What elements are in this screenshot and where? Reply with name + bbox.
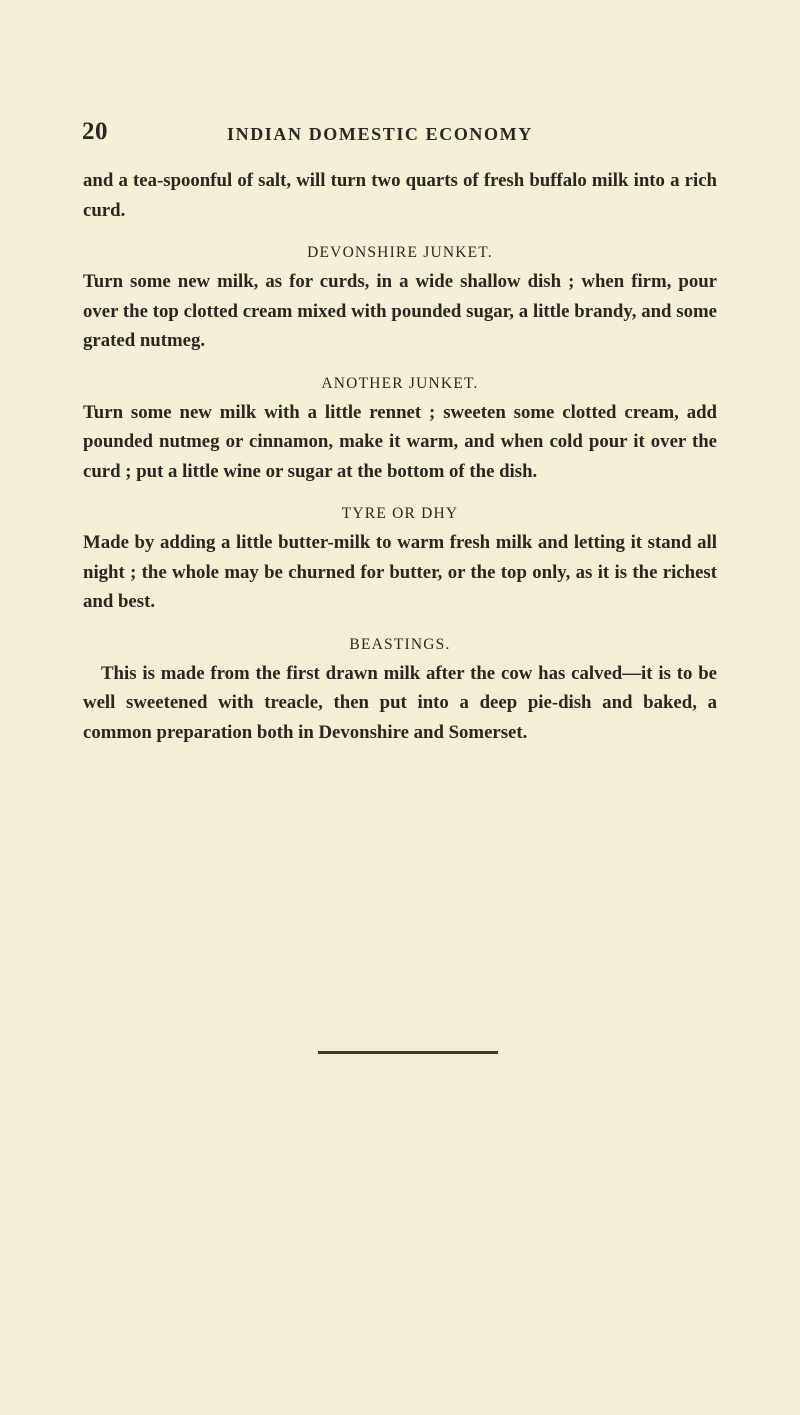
page-content [83,166,717,747]
running-head: INDIAN DOMESTIC ECONOMY [227,124,533,144]
heading-another-junket: ANOTHER JUNKET. [321,374,479,392]
paragraph-continued: and a tea-spoonful of salt, will turn two quarts of fresh buffalo milk into a rich curd. [83,170,717,221]
paragraph-beastings: This is made from the first drawn milk after the cow has calved—it is to be well sweetened with treacle, then put into a deep pie-dish and baked, a common preparation both in Devonshire and Somerset. [83,662,717,743]
paragraph-tyre-or-dhy: Made by adding a little butter-milk to warm fresh milk and letting it stand all night ; the whole may be churned for butter, or the top only, as it is the richest and best. [83,532,717,612]
heading-beastings: BEASTINGS. [349,635,451,653]
page-number: 20 [82,118,108,145]
heading-devonshire-junket: DEVONSHIRE JUNKET. [307,244,493,261]
paragraph-devonshire-junket: Turn some new milk, as for curds, in a wide shallow dish ; when firm, pour over the top clotted cream mixed with pounded sugar, a little brandy, and some grated nutmeg. [83,271,717,351]
page-header [82,118,722,152]
paragraph-another-junket: Turn some new milk with a little rennet ; sweeten some clotted cream, add pounded nutmeg or cinnamon, make it warm, and when cold pour it over the curd ; put a little wine or sugar at the bottom of the dish. [83,401,717,482]
heading-tyre-or-dhy: TYRE OR DHY [341,505,459,522]
section-end-rule [318,1051,498,1054]
